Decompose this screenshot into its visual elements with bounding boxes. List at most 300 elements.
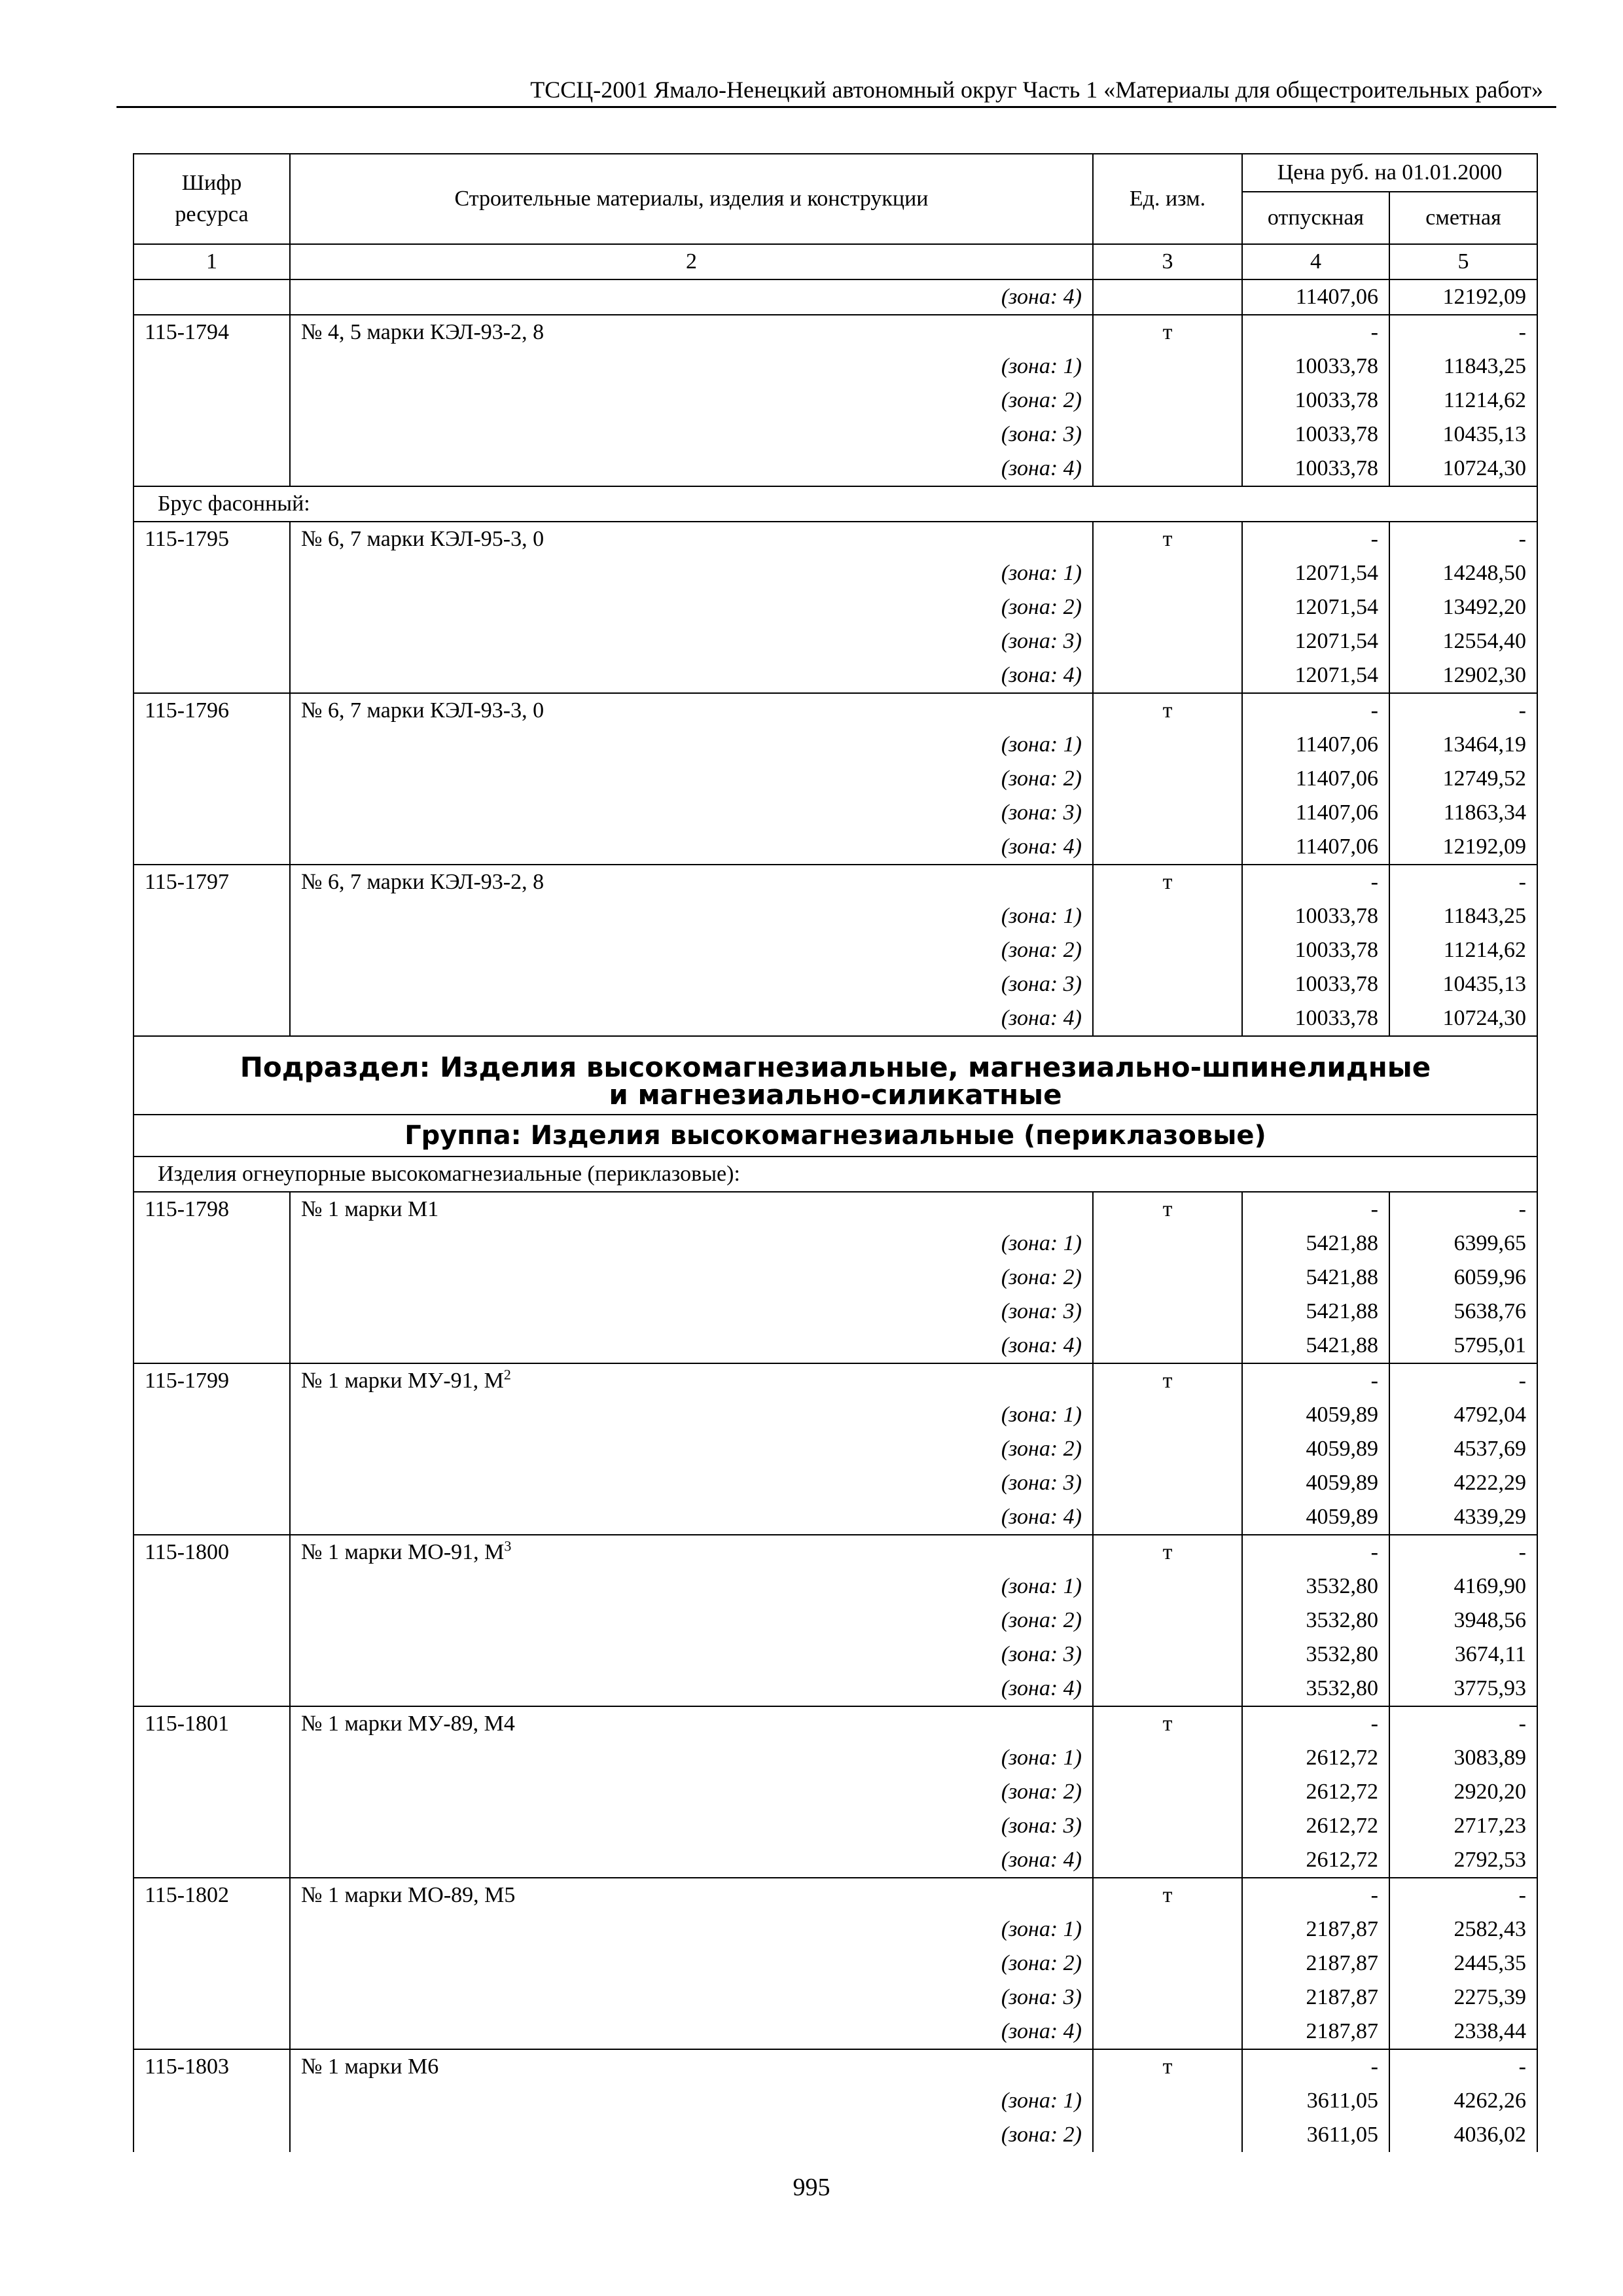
- zone-cell: (зона: 3): [290, 1638, 1093, 1672]
- zone-cell: (зона: 2): [290, 933, 1093, 967]
- code-cell: [134, 1775, 290, 1809]
- zone-cell: (зона: 3): [290, 624, 1093, 658]
- code-cell: [134, 1001, 290, 1036]
- zone-row: [134, 2118, 1537, 2152]
- resource-code-cell: 115-1795: [134, 522, 290, 556]
- zone-row: [134, 1604, 1537, 1638]
- code-cell: [134, 1981, 290, 2015]
- unit-cell: [1093, 933, 1242, 967]
- unit-cell: [1093, 556, 1242, 590]
- zone-cell: (зона: 1): [290, 1398, 1093, 1432]
- estimate-price-cell: 4537,69: [1389, 1432, 1537, 1466]
- resource-code-cell: 115-1803: [134, 2049, 290, 2084]
- zone-row: [134, 899, 1537, 933]
- superscript-index: 2: [503, 1366, 511, 1383]
- unit-cell: [1093, 1775, 1242, 1809]
- release-price-cell: 3611,05: [1242, 2084, 1389, 2118]
- release-price-cell: -: [1242, 522, 1389, 556]
- zone-row: [134, 556, 1537, 590]
- zone-row: [134, 830, 1537, 865]
- release-price-cell: 4059,89: [1242, 1432, 1389, 1466]
- code-cell: [134, 1432, 290, 1466]
- code-cell: [134, 2015, 290, 2049]
- unit-cell: [1093, 1672, 1242, 1706]
- material-name-text: № 1 марки МО-89, М5: [301, 1883, 516, 1907]
- release-price-cell: 3532,80: [1242, 1570, 1389, 1604]
- release-price-cell: 10033,78: [1242, 418, 1389, 452]
- code-cell: [134, 1227, 290, 1261]
- unit-cell: [1093, 1329, 1242, 1363]
- zone-cell: (зона: 4): [290, 830, 1093, 865]
- estimate-price-cell: -: [1389, 522, 1537, 556]
- zone-cell: (зона: 3): [290, 1809, 1093, 1843]
- release-price-cell: 12071,54: [1242, 624, 1389, 658]
- material-name-text: № 1 марки МО-91, М: [301, 1540, 505, 1564]
- estimate-price-cell: -: [1389, 865, 1537, 899]
- release-price-cell: 2187,87: [1242, 1946, 1389, 1981]
- zone-cell: (зона: 3): [290, 1466, 1093, 1500]
- unit-cell: [1093, 624, 1242, 658]
- code-cell: [134, 933, 290, 967]
- zone-row: [134, 933, 1537, 967]
- release-price-cell: 11407,06: [1242, 279, 1389, 315]
- unit-cell: [1093, 830, 1242, 865]
- unit-cell: т: [1093, 1192, 1242, 1227]
- unit-cell: [1093, 2084, 1242, 2118]
- release-price-cell: 10033,78: [1242, 933, 1389, 967]
- table-row: [134, 315, 1537, 350]
- resource-code-cell: 115-1794: [134, 315, 290, 350]
- estimate-price-cell: 12749,52: [1389, 762, 1537, 796]
- estimate-price-cell: -: [1389, 315, 1537, 350]
- resource-code-cell: 115-1798: [134, 1192, 290, 1227]
- code-cell: [134, 899, 290, 933]
- material-name-cell: [290, 693, 1093, 728]
- estimate-price-cell: 2582,43: [1389, 1912, 1537, 1946]
- code-cell: [134, 1638, 290, 1672]
- unit-cell: [1093, 728, 1242, 762]
- material-name-cell: [290, 1192, 1093, 1227]
- column-numbers-row: [134, 244, 1537, 279]
- code-cell: [134, 1329, 290, 1363]
- code-cell: [134, 2118, 290, 2152]
- unit-cell: [1093, 418, 1242, 452]
- unit-cell: т: [1093, 522, 1242, 556]
- estimate-price-cell: 2445,35: [1389, 1946, 1537, 1981]
- release-price-cell: 12071,54: [1242, 590, 1389, 624]
- release-price-cell: 3532,80: [1242, 1672, 1389, 1706]
- code-cell: [134, 1295, 290, 1329]
- material-name-text: № 6, 7 марки КЭЛ-95-3, 0: [301, 527, 544, 551]
- zone-row: [134, 1500, 1537, 1535]
- release-price-cell: 2187,87: [1242, 1912, 1389, 1946]
- unit-cell: [1093, 1398, 1242, 1432]
- col-unit-header: Ед. изм.: [1093, 154, 1242, 244]
- code-cell: [134, 1500, 290, 1535]
- zone-row: [134, 1843, 1537, 1878]
- code-cell: [134, 384, 290, 418]
- zone-row: [134, 1638, 1537, 1672]
- zone-cell: (зона: 4): [290, 2015, 1093, 2049]
- col-number: 3: [1093, 244, 1242, 279]
- zone-cell: (зона: 2): [290, 384, 1093, 418]
- zone-cell: (зона: 1): [290, 556, 1093, 590]
- material-name-text: № 1 марки М1: [301, 1197, 439, 1221]
- estimate-price-cell: -: [1389, 693, 1537, 728]
- estimate-price-cell: 5638,76: [1389, 1295, 1537, 1329]
- zone-row: [134, 624, 1537, 658]
- code-cell: [134, 590, 290, 624]
- estimate-price-cell: 13464,19: [1389, 728, 1537, 762]
- release-price-cell: 2612,72: [1242, 1775, 1389, 1809]
- estimate-price-cell: -: [1389, 1706, 1537, 1741]
- code-cell: [134, 1912, 290, 1946]
- estimate-price-cell: 4339,29: [1389, 1500, 1537, 1535]
- table-row: [134, 522, 1537, 556]
- zone-row: [134, 452, 1537, 486]
- unit-cell: т: [1093, 1535, 1242, 1570]
- code-cell: [134, 1741, 290, 1775]
- release-price-cell: 11407,06: [1242, 796, 1389, 830]
- table-row: [134, 1192, 1537, 1227]
- unit-cell: [1093, 762, 1242, 796]
- release-price-cell: 12071,54: [1242, 658, 1389, 693]
- code-cell: [134, 624, 290, 658]
- unit-cell: т: [1093, 2049, 1242, 2084]
- material-name-text: № 6, 7 марки КЭЛ-93-3, 0: [301, 698, 544, 723]
- zone-cell: (зона: 3): [290, 1981, 1093, 2015]
- section-title: Подраздел: Изделия высокомагнезиальные, магнезиально-шпинелидные и магнезиально-силикатные: [134, 1036, 1537, 1115]
- zone-cell: (зона: 2): [290, 762, 1093, 796]
- zone-cell: (зона: 2): [290, 1604, 1093, 1638]
- estimate-price-cell: 11843,25: [1389, 899, 1537, 933]
- release-price-cell: -: [1242, 1192, 1389, 1227]
- release-price-cell: 5421,88: [1242, 1261, 1389, 1295]
- zone-cell: (зона: 2): [290, 1946, 1093, 1981]
- resource-code-cell: 115-1796: [134, 693, 290, 728]
- unit-cell: [1093, 279, 1242, 315]
- estimate-price-cell: -: [1389, 1878, 1537, 1912]
- table-body-a: [134, 279, 1537, 486]
- zone-cell: (зона: 1): [290, 2084, 1093, 2118]
- unit-cell: [1093, 1912, 1242, 1946]
- code-cell: [134, 1809, 290, 1843]
- material-name-text: № 6, 7 марки КЭЛ-93-2, 8: [301, 870, 544, 894]
- release-price-cell: -: [1242, 1535, 1389, 1570]
- page-number: 995: [793, 2174, 830, 2201]
- table-row: [134, 693, 1537, 728]
- header-text: ТССЦ-2001 Ямало-Ненецкий автономный округ Часть 1 «Материалы для общестроительных работ»: [530, 77, 1543, 103]
- release-price-cell: 4059,89: [1242, 1466, 1389, 1500]
- zone-cell: (зона: 2): [290, 590, 1093, 624]
- release-price-cell: 11407,06: [1242, 728, 1389, 762]
- estimate-price-cell: 12192,09: [1389, 279, 1537, 315]
- zone-row: [134, 1570, 1537, 1604]
- resource-code-cell: 115-1802: [134, 1878, 290, 1912]
- unit-cell: т: [1093, 1363, 1242, 1398]
- release-price-cell: 2187,87: [1242, 1981, 1389, 2015]
- unit-cell: [1093, 1638, 1242, 1672]
- code-cell: [134, 1570, 290, 1604]
- zone-row: [134, 1809, 1537, 1843]
- code-cell: [134, 1843, 290, 1878]
- release-price-cell: -: [1242, 1878, 1389, 1912]
- zone-cell: (зона: 1): [290, 1741, 1093, 1775]
- zone-cell: (зона: 4): [290, 1672, 1093, 1706]
- release-price-cell: -: [1242, 1363, 1389, 1398]
- estimate-price-cell: 3674,11: [1389, 1638, 1537, 1672]
- zone-cell: (зона: 3): [290, 418, 1093, 452]
- unit-cell: [1093, 1741, 1242, 1775]
- estimate-price-cell: 12902,30: [1389, 658, 1537, 693]
- unit-cell: [1093, 1432, 1242, 1466]
- estimate-price-cell: 13492,20: [1389, 590, 1537, 624]
- subheading-text: Брус фасонный:: [134, 486, 1537, 522]
- zone-cell: (зона: 1): [290, 350, 1093, 384]
- material-name-cell: [290, 1878, 1093, 1912]
- code-cell: [134, 1946, 290, 1981]
- estimate-price-cell: 6059,96: [1389, 1261, 1537, 1295]
- unit-cell: [1093, 796, 1242, 830]
- subheading-row: [134, 1157, 1537, 1192]
- table-row: [134, 865, 1537, 899]
- release-price-cell: -: [1242, 1706, 1389, 1741]
- release-price-cell: 11407,06: [1242, 830, 1389, 865]
- zone-row: [134, 1432, 1537, 1466]
- zone-cell: (зона: 4): [290, 279, 1093, 315]
- zone-row: [134, 967, 1537, 1001]
- zone-cell: (зона: 4): [290, 1843, 1093, 1878]
- release-price-cell: -: [1242, 693, 1389, 728]
- resource-code-cell: 115-1799: [134, 1363, 290, 1398]
- release-price-cell: 4059,89: [1242, 1398, 1389, 1432]
- unit-cell: [1093, 1261, 1242, 1295]
- unit-cell: т: [1093, 315, 1242, 350]
- unit-cell: [1093, 590, 1242, 624]
- material-name-cell: [290, 522, 1093, 556]
- code-cell: [134, 556, 290, 590]
- zone-cell: (зона: 2): [290, 2118, 1093, 2152]
- zone-row: [134, 796, 1537, 830]
- zone-row: [134, 1227, 1537, 1261]
- zone-row: [134, 1946, 1537, 1981]
- table-row: [134, 1535, 1537, 1570]
- release-price-cell: 2612,72: [1242, 1843, 1389, 1878]
- estimate-price-cell: 2717,23: [1389, 1809, 1537, 1843]
- unit-cell: [1093, 452, 1242, 486]
- zone-row: [134, 1672, 1537, 1706]
- estimate-price-cell: 11863,34: [1389, 796, 1537, 830]
- estimate-price-cell: 4262,26: [1389, 2084, 1537, 2118]
- table-row: [134, 1363, 1537, 1398]
- zone-row: [134, 1001, 1537, 1036]
- estimate-price-cell: 3083,89: [1389, 1741, 1537, 1775]
- zone-cell: (зона: 1): [290, 1912, 1093, 1946]
- release-price-cell: 10033,78: [1242, 384, 1389, 418]
- resource-code-cell: 115-1801: [134, 1706, 290, 1741]
- code-cell: [134, 350, 290, 384]
- material-name-cell: [290, 865, 1093, 899]
- table-body-b: [134, 522, 1537, 1036]
- zone-row: [134, 2015, 1537, 2049]
- code-cell: [134, 658, 290, 693]
- zone-cell: (зона: 2): [290, 1432, 1093, 1466]
- estimate-price-cell: 4169,90: [1389, 1570, 1537, 1604]
- release-price-cell: 10033,78: [1242, 452, 1389, 486]
- unit-cell: т: [1093, 1878, 1242, 1912]
- unit-cell: [1093, 658, 1242, 693]
- col-release-header: отпускная: [1242, 192, 1389, 244]
- release-price-cell: 3532,80: [1242, 1638, 1389, 1672]
- zone-cell: (зона: 2): [290, 1261, 1093, 1295]
- release-price-cell: 4059,89: [1242, 1500, 1389, 1535]
- running-header: [116, 72, 1556, 108]
- superscript-index: 3: [504, 1537, 512, 1554]
- unit-cell: т: [1093, 693, 1242, 728]
- estimate-price-cell: -: [1389, 1535, 1537, 1570]
- table-row: [134, 1878, 1537, 1912]
- zone-cell: (зона: 1): [290, 728, 1093, 762]
- zone-row: [134, 1466, 1537, 1500]
- zone-row: [134, 590, 1537, 624]
- unit-cell: [1093, 1946, 1242, 1981]
- zone-cell: (зона: 3): [290, 1295, 1093, 1329]
- table-row: [134, 2049, 1537, 2084]
- code-cell: [134, 1398, 290, 1432]
- unit-cell: [1093, 1604, 1242, 1638]
- estimate-price-cell: 11214,62: [1389, 384, 1537, 418]
- estimate-price-cell: 11843,25: [1389, 350, 1537, 384]
- col-estimate-header: сметная: [1389, 192, 1537, 244]
- price-table: [133, 153, 1538, 2152]
- material-name-cell: [290, 1363, 1093, 1398]
- estimate-price-cell: 4792,04: [1389, 1398, 1537, 1432]
- estimate-price-cell: 10435,13: [1389, 967, 1537, 1001]
- unit-cell: [1093, 2118, 1242, 2152]
- code-cell: [134, 830, 290, 865]
- release-price-cell: 10033,78: [1242, 967, 1389, 1001]
- estimate-price-cell: 4222,29: [1389, 1466, 1537, 1500]
- release-price-cell: 5421,88: [1242, 1227, 1389, 1261]
- code-cell: [134, 1261, 290, 1295]
- zone-row: [134, 1741, 1537, 1775]
- estimate-price-cell: 5795,01: [1389, 1329, 1537, 1363]
- code-cell: [134, 762, 290, 796]
- group-row: [134, 1115, 1537, 1157]
- material-name-text: № 1 марки М6: [301, 2054, 439, 2079]
- unit-cell: т: [1093, 865, 1242, 899]
- code-cell: [134, 279, 290, 315]
- zone-row: [134, 2084, 1537, 2118]
- unit-cell: [1093, 1466, 1242, 1500]
- release-price-cell: 5421,88: [1242, 1329, 1389, 1363]
- estimate-price-cell: 2275,39: [1389, 1981, 1537, 2015]
- code-cell: [134, 452, 290, 486]
- material-name-cell: [290, 2049, 1093, 2084]
- code-cell: [134, 967, 290, 1001]
- estimate-price-cell: 12192,09: [1389, 830, 1537, 865]
- estimate-price-cell: 3775,93: [1389, 1672, 1537, 1706]
- zone-cell: (зона: 4): [290, 658, 1093, 693]
- zone-row: [134, 1295, 1537, 1329]
- estimate-price-cell: 2792,53: [1389, 1843, 1537, 1878]
- unit-cell: [1093, 1809, 1242, 1843]
- code-cell: [134, 1672, 290, 1706]
- zone-row: [134, 1775, 1537, 1809]
- zone-cell: (зона: 3): [290, 967, 1093, 1001]
- release-price-cell: 2612,72: [1242, 1741, 1389, 1775]
- zone-row: [134, 728, 1537, 762]
- estimate-price-cell: 10724,30: [1389, 452, 1537, 486]
- release-price-cell: 5421,88: [1242, 1295, 1389, 1329]
- zone-row: [134, 1261, 1537, 1295]
- material-name-text: № 1 марки МУ-89, М4: [301, 1712, 515, 1736]
- release-price-cell: -: [1242, 2049, 1389, 2084]
- material-name-cell: [290, 1706, 1093, 1741]
- zone-cell: (зона: 1): [290, 1570, 1093, 1604]
- unit-cell: [1093, 1295, 1242, 1329]
- unit-cell: т: [1093, 1706, 1242, 1741]
- zone-row: [134, 1398, 1537, 1432]
- unit-cell: [1093, 2015, 1242, 2049]
- release-price-cell: 11407,06: [1242, 762, 1389, 796]
- unit-cell: [1093, 1570, 1242, 1604]
- release-price-cell: 10033,78: [1242, 350, 1389, 384]
- estimate-price-cell: 2338,44: [1389, 2015, 1537, 2049]
- material-name-cell: [290, 315, 1093, 350]
- code-cell: [134, 2084, 290, 2118]
- section-row: [134, 1036, 1537, 1115]
- release-price-cell: 10033,78: [1242, 899, 1389, 933]
- code-cell: [134, 1604, 290, 1638]
- unit-cell: [1093, 899, 1242, 933]
- estimate-price-cell: 14248,50: [1389, 556, 1537, 590]
- table-body-subheading-a: [134, 486, 1537, 522]
- zone-row: [134, 1912, 1537, 1946]
- release-price-cell: -: [1242, 315, 1389, 350]
- col-number: 1: [134, 244, 290, 279]
- estimate-price-cell: -: [1389, 1192, 1537, 1227]
- estimate-price-cell: 12554,40: [1389, 624, 1537, 658]
- estimate-price-cell: 10724,30: [1389, 1001, 1537, 1036]
- estimate-price-cell: 6399,65: [1389, 1227, 1537, 1261]
- zone-cell: (зона: 4): [290, 452, 1093, 486]
- group-title: Группа: Изделия высокомагнезиальные (периклазовые): [134, 1115, 1537, 1157]
- unit-cell: [1093, 1981, 1242, 2015]
- unit-cell: [1093, 1843, 1242, 1878]
- table-row: [134, 279, 1537, 315]
- code-cell: [134, 1466, 290, 1500]
- estimate-price-cell: 2920,20: [1389, 1775, 1537, 1809]
- material-name-text: № 4, 5 марки КЭЛ-93-2, 8: [301, 320, 544, 344]
- zone-row: [134, 762, 1537, 796]
- release-price-cell: 2612,72: [1242, 1809, 1389, 1843]
- zone-cell: (зона: 1): [290, 899, 1093, 933]
- col-number: 2: [290, 244, 1093, 279]
- estimate-price-cell: 11214,62: [1389, 933, 1537, 967]
- unit-cell: [1093, 350, 1242, 384]
- unit-cell: [1093, 1500, 1242, 1535]
- zone-cell: (зона: 4): [290, 1329, 1093, 1363]
- zone-row: [134, 350, 1537, 384]
- zone-cell: (зона: 2): [290, 1775, 1093, 1809]
- material-name-cell: [290, 1535, 1093, 1570]
- col-number: 5: [1389, 244, 1537, 279]
- estimate-price-cell: 4036,02: [1389, 2118, 1537, 2152]
- estimate-price-cell: -: [1389, 1363, 1537, 1398]
- code-cell: [134, 728, 290, 762]
- release-price-cell: 10033,78: [1242, 1001, 1389, 1036]
